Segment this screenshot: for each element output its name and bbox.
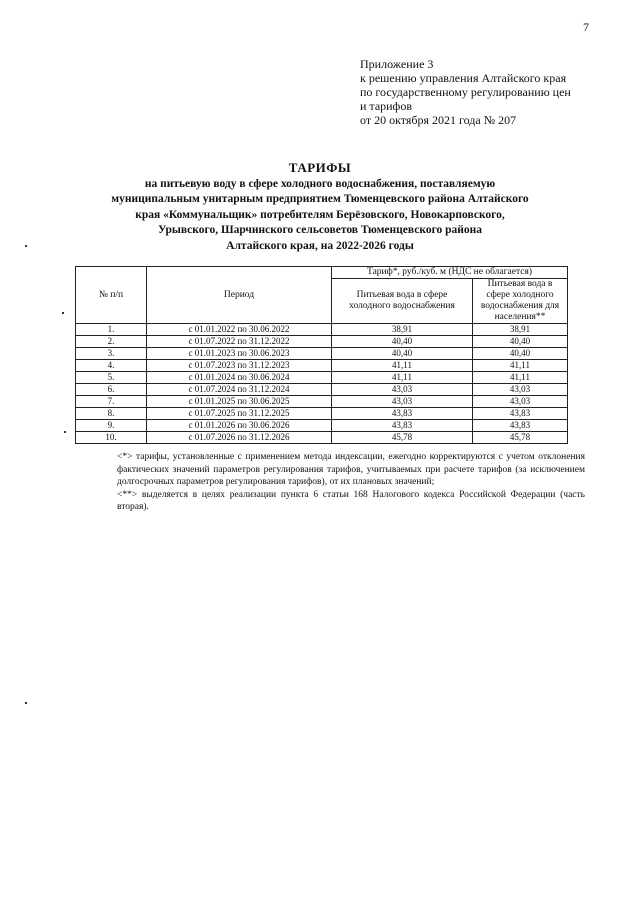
table-row	[76, 408, 568, 420]
row-number: 1.	[76, 324, 147, 336]
title-line: Урывского, Шарчинского сельсоветов Тюменцевского района	[157, 224, 483, 236]
scan-speck	[62, 312, 64, 314]
row-period: с 01.01.2022 по 30.06.2022	[147, 324, 332, 336]
document-title	[70, 160, 570, 254]
row-tariff: 43,03	[332, 396, 473, 408]
appendix-line: по государственному регулированию цен	[360, 85, 571, 99]
row-number: 2.	[76, 336, 147, 348]
row-number: 3.	[76, 348, 147, 360]
row-tariff-population: 41,11	[473, 360, 568, 372]
header-number: № п/п	[76, 267, 147, 324]
row-period: с 01.07.2026 по 31.12.2026	[147, 432, 332, 444]
table-row	[76, 432, 568, 444]
page-number: 7	[583, 20, 589, 34]
row-tariff: 43,83	[332, 408, 473, 420]
row-period: с 01.01.2026 по 30.06.2026	[147, 420, 332, 432]
row-tariff: 41,11	[332, 372, 473, 384]
row-period: с 01.07.2025 по 31.12.2025	[147, 408, 332, 420]
row-number: 8.	[76, 408, 147, 420]
row-tariff: 41,11	[332, 360, 473, 372]
row-number: 5.	[76, 372, 147, 384]
row-tariff-population: 41,11	[473, 372, 568, 384]
footnote-1: <*> тарифы, установленные с применением метода индексации, ежегодно корректируются с учетом отклонения фактических значений параметров регулирования тарифов, учитываемых при расчете тарифов (за исключением долгосрочных параметров регулирования тарифов), от их плановых значений;	[117, 452, 585, 487]
row-tariff-population: 43,03	[473, 384, 568, 396]
row-tariff: 40,40	[332, 348, 473, 360]
title-line: Алтайского края, на 2022-2026 годы	[226, 239, 414, 252]
row-tariff: 45,78	[332, 432, 473, 444]
row-period: с 01.01.2025 по 30.06.2025	[147, 396, 332, 408]
row-tariff-population: 40,40	[473, 336, 568, 348]
row-number: 7.	[76, 396, 147, 408]
appendix-line: от 20 октября 2021 года № 207	[360, 113, 517, 127]
table-row	[76, 360, 568, 372]
row-tariff-population: 43,83	[473, 420, 568, 432]
title-line: муниципальным унитарным предприятием Тюменцевского района Алтайского	[111, 193, 529, 205]
row-tariff: 43,83	[332, 420, 473, 432]
appendix-block	[360, 57, 620, 127]
row-period: с 01.07.2023 по 31.12.2023	[147, 360, 332, 372]
scan-speck	[25, 245, 27, 247]
row-period: с 01.01.2024 по 30.06.2024	[147, 372, 332, 384]
appendix-line: к решению управления Алтайского края	[360, 71, 567, 85]
row-period: с 01.01.2023 по 30.06.2023	[147, 348, 332, 360]
row-period: с 01.07.2022 по 31.12.2022	[147, 336, 332, 348]
table-row	[76, 336, 568, 348]
header-tariff-group: Тариф*, руб./куб. м (НДС не облагается)	[332, 267, 568, 279]
row-number: 9.	[76, 420, 147, 432]
appendix-line: Приложение 3	[360, 57, 434, 71]
table-row	[76, 372, 568, 384]
header-period: Период	[147, 267, 332, 324]
row-number: 6.	[76, 384, 147, 396]
table-row	[76, 384, 568, 396]
footnote-2: <**> выделяется в целях реализации пункта 6 статьи 168 Налогового кодекса Российской Федерации (часть вторая).	[117, 489, 585, 512]
row-tariff-population: 38,91	[473, 324, 568, 336]
row-tariff: 43,03	[332, 384, 473, 396]
title-line: края «Коммунальщик» потребителям Берёзовского, Новокарповского,	[135, 208, 505, 221]
table-row	[76, 324, 568, 336]
row-tariff-population: 40,40	[473, 348, 568, 360]
title-line: на питьевую воду в сфере холодного водоснабжения, поставляемую	[144, 177, 496, 190]
appendix-line: и тарифов	[360, 99, 413, 113]
scan-speck	[64, 431, 66, 433]
table-row	[76, 396, 568, 408]
row-number: 4.	[76, 360, 147, 372]
scan-speck	[25, 702, 27, 704]
table-row	[76, 420, 568, 432]
row-tariff-population: 43,03	[473, 396, 568, 408]
footnotes	[117, 451, 585, 514]
row-tariff: 40,40	[332, 336, 473, 348]
row-tariff-population: 45,78	[473, 432, 568, 444]
row-period: с 01.07.2024 по 31.12.2024	[147, 384, 332, 396]
header-cold-water: Питьевая вода в сфере холодного водоснабжения	[332, 279, 473, 324]
header-cold-water-population: Питьевая вода в сфере холодного водоснабжения для населения**	[473, 279, 568, 324]
title-heading: ТАРИФЫ	[288, 160, 352, 175]
row-number: 10.	[76, 432, 147, 444]
row-tariff: 38,91	[332, 324, 473, 336]
row-tariff-population: 43,83	[473, 408, 568, 420]
table-row	[76, 348, 568, 360]
tariff-table	[75, 266, 568, 444]
